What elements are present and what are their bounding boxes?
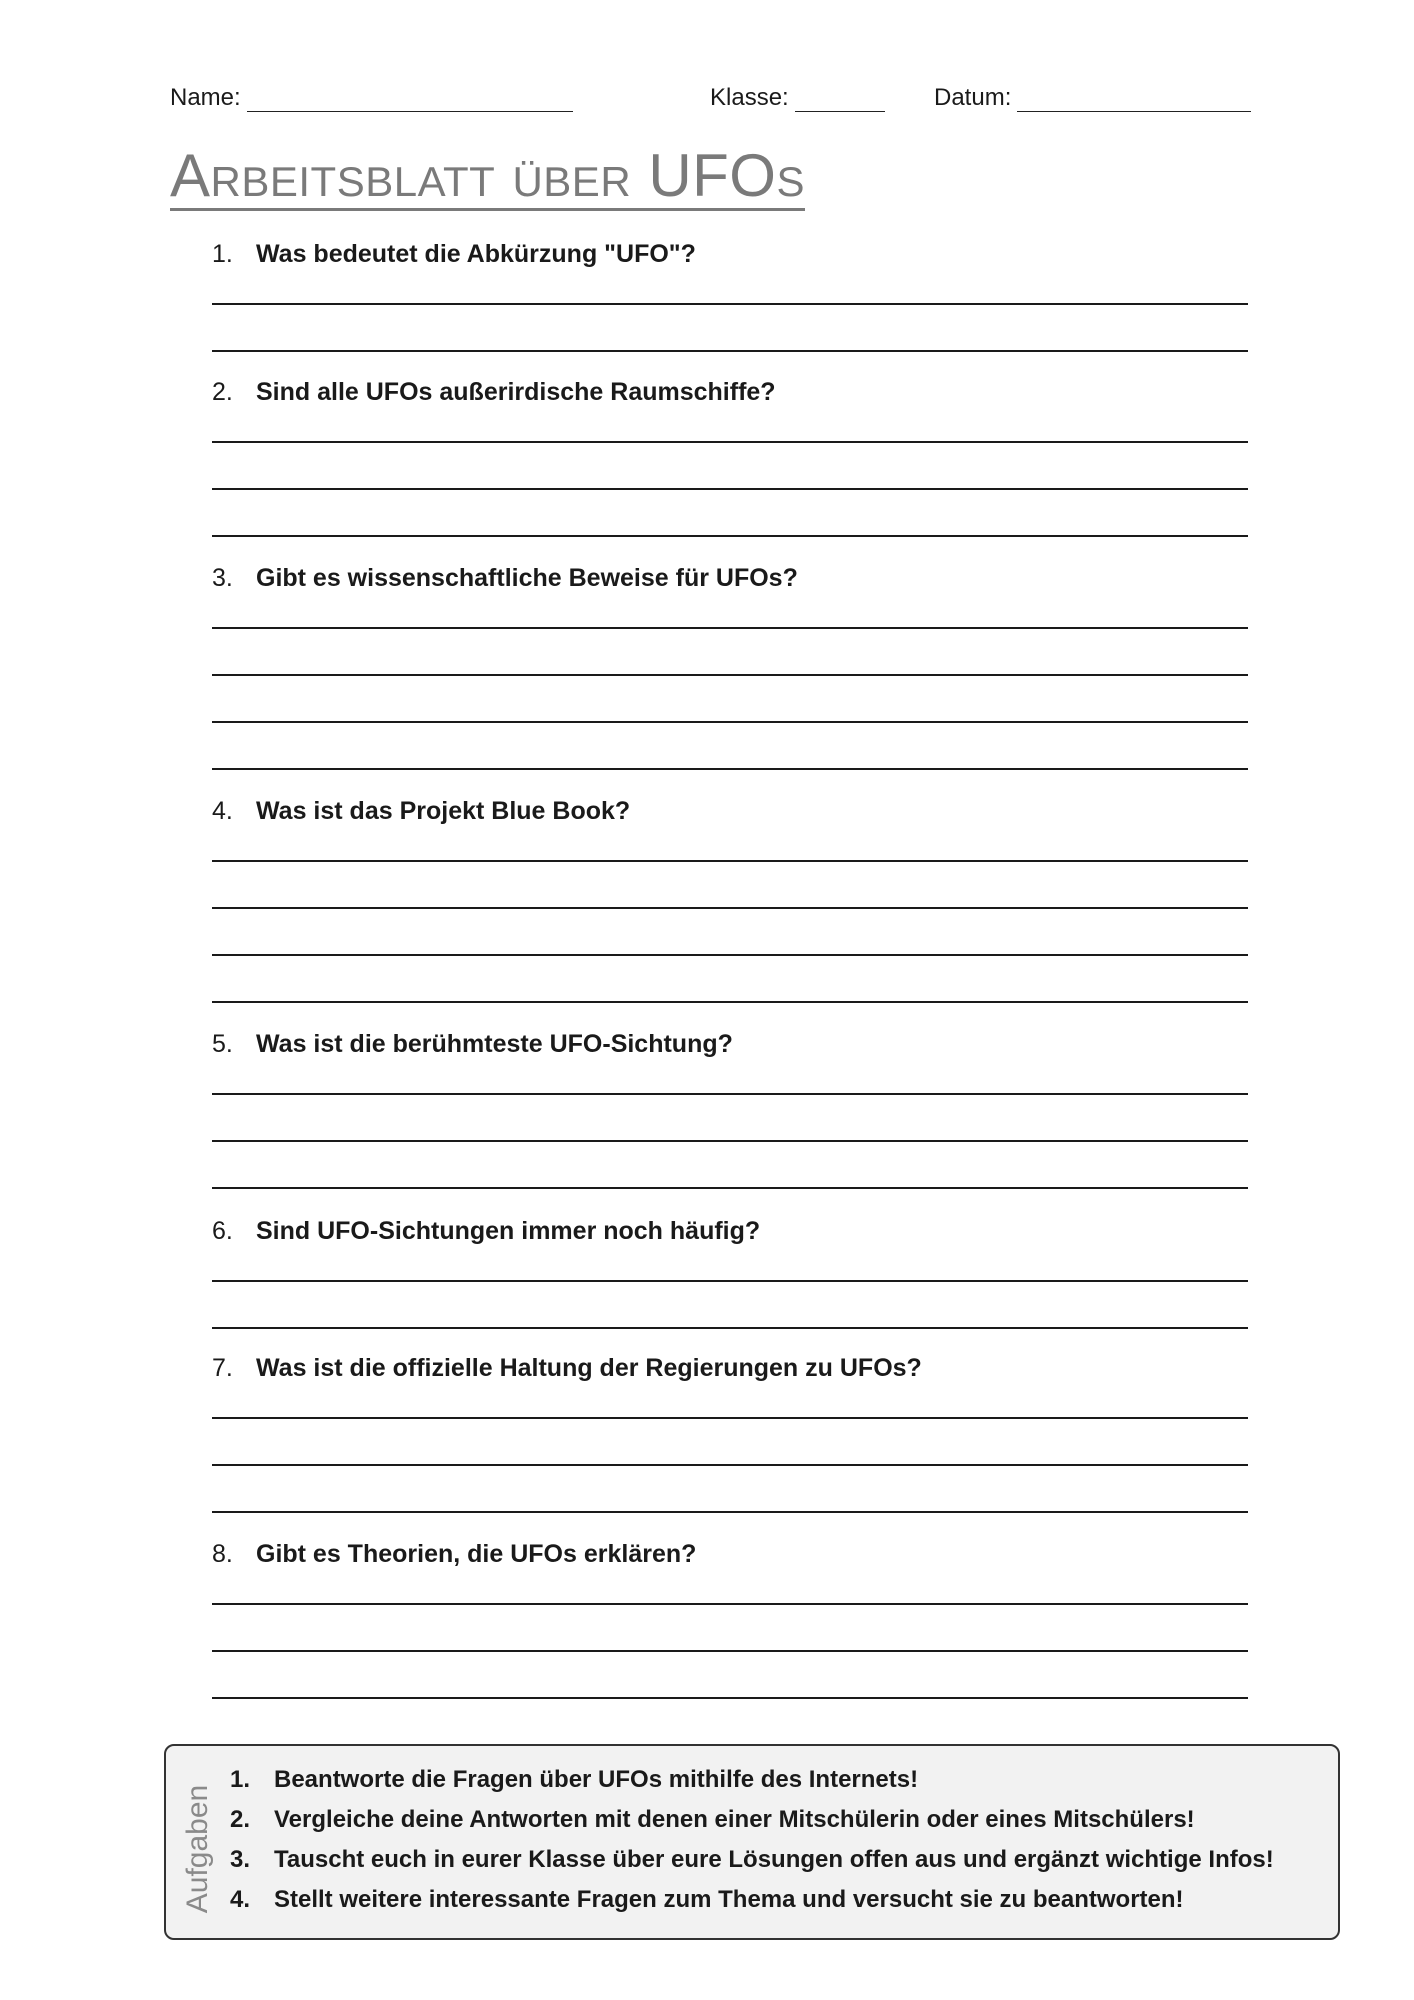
question-label: Was bedeutet die Abkürzung "UFO"? [256,240,696,268]
answer-line[interactable] [212,1093,1248,1095]
question-label: Gibt es Theorien, die UFOs erklären? [256,1540,697,1568]
answer-line[interactable] [212,441,1248,443]
question-8 [212,1536,1248,1572]
answer-line[interactable] [212,1280,1248,1282]
answer-line[interactable] [212,535,1248,537]
name-blank[interactable] [247,87,573,112]
question-label: Was ist die offizielle Haltung der Regierungen zu UFOs? [256,1354,922,1382]
answer-line[interactable] [212,303,1248,305]
question-number: 1. [212,240,233,268]
task-text: Tauscht euch in eurer Klasse über eure Lösungen offen aus und ergänzt wichtige Infos! [274,1846,1274,1873]
question-text [212,1026,1248,1062]
answer-line[interactable] [212,1001,1248,1003]
answer-line[interactable] [212,674,1248,676]
task-text: Stellt weitere interessante Fragen zum Thema und versucht sie zu beantworten! [274,1886,1184,1913]
task-text: Vergleiche deine Antworten mit denen einer Mitschülerin oder eines Mitschülers! [274,1806,1195,1833]
question-text [212,1213,1248,1249]
question-4 [212,793,1248,829]
task-item [230,1760,1274,1800]
task-item [230,1800,1274,1840]
task-number: 1. [230,1766,251,1793]
answer-line[interactable] [212,1140,1248,1142]
name-field[interactable] [170,84,573,112]
answer-line[interactable] [212,488,1248,490]
task-item [230,1880,1274,1920]
question-text [212,560,1248,596]
question-number: 5. [212,1030,233,1058]
answer-line[interactable] [212,768,1248,770]
question-text [212,1350,1248,1386]
question-number: 6. [212,1217,233,1245]
question-text [212,793,1248,829]
question-number: 3. [212,564,233,592]
question-number: 2. [212,378,233,406]
answer-line[interactable] [212,1417,1248,1419]
answer-line[interactable] [212,1650,1248,1652]
question-label: Sind UFO-Sichtungen immer noch häufig? [256,1217,761,1245]
answer-line[interactable] [212,1464,1248,1466]
answer-line[interactable] [212,907,1248,909]
answer-line[interactable] [212,721,1248,723]
task-item [230,1840,1274,1880]
question-3 [212,560,1248,596]
answer-line[interactable] [212,954,1248,956]
question-6 [212,1213,1248,1249]
answer-line[interactable] [212,860,1248,862]
question-5 [212,1026,1248,1062]
question-label: Sind alle UFOs außerirdische Raumschiffe? [256,378,776,406]
answer-line[interactable] [212,1511,1248,1513]
question-label: Was ist die berühmteste UFO-Sichtung? [256,1030,733,1058]
answer-line[interactable] [212,1697,1248,1699]
answer-line[interactable] [212,1327,1248,1329]
class-field[interactable] [710,84,885,112]
tasks-label-text: Aufgaben [181,1784,214,1914]
question-7 [212,1350,1248,1386]
task-list [230,1760,1274,1920]
class-label: Klasse: [710,84,789,111]
tasks-box [164,1744,1340,1940]
answer-line[interactable] [212,1603,1248,1605]
question-number: 4. [212,797,233,825]
question-1 [212,236,1248,272]
page-title: Arbeitsblatt über UFOs [170,142,805,209]
date-field[interactable] [934,84,1251,112]
task-number: 3. [230,1846,251,1873]
question-2 [212,374,1248,410]
answer-line[interactable] [212,1187,1248,1189]
header-fields [170,84,1260,118]
answer-line[interactable] [212,350,1248,352]
task-text: Beantworte die Fragen über UFOs mithilfe des Internets! [274,1766,919,1793]
question-label: Gibt es wissenschaftliche Beweise für UFOs? [256,564,798,592]
name-label: Name: [170,84,241,111]
question-number: 7. [212,1354,233,1382]
answer-line[interactable] [212,627,1248,629]
question-text [212,1536,1248,1572]
question-text [212,374,1248,410]
date-label: Datum: [934,84,1012,111]
task-number: 4. [230,1886,251,1913]
question-text [212,236,1248,272]
date-blank[interactable] [1017,87,1251,112]
class-blank[interactable] [795,87,885,112]
question-label: Was ist das Projekt Blue Book? [256,797,631,825]
task-number: 2. [230,1806,251,1833]
tasks-label [166,1774,230,1924]
question-number: 8. [212,1540,233,1568]
